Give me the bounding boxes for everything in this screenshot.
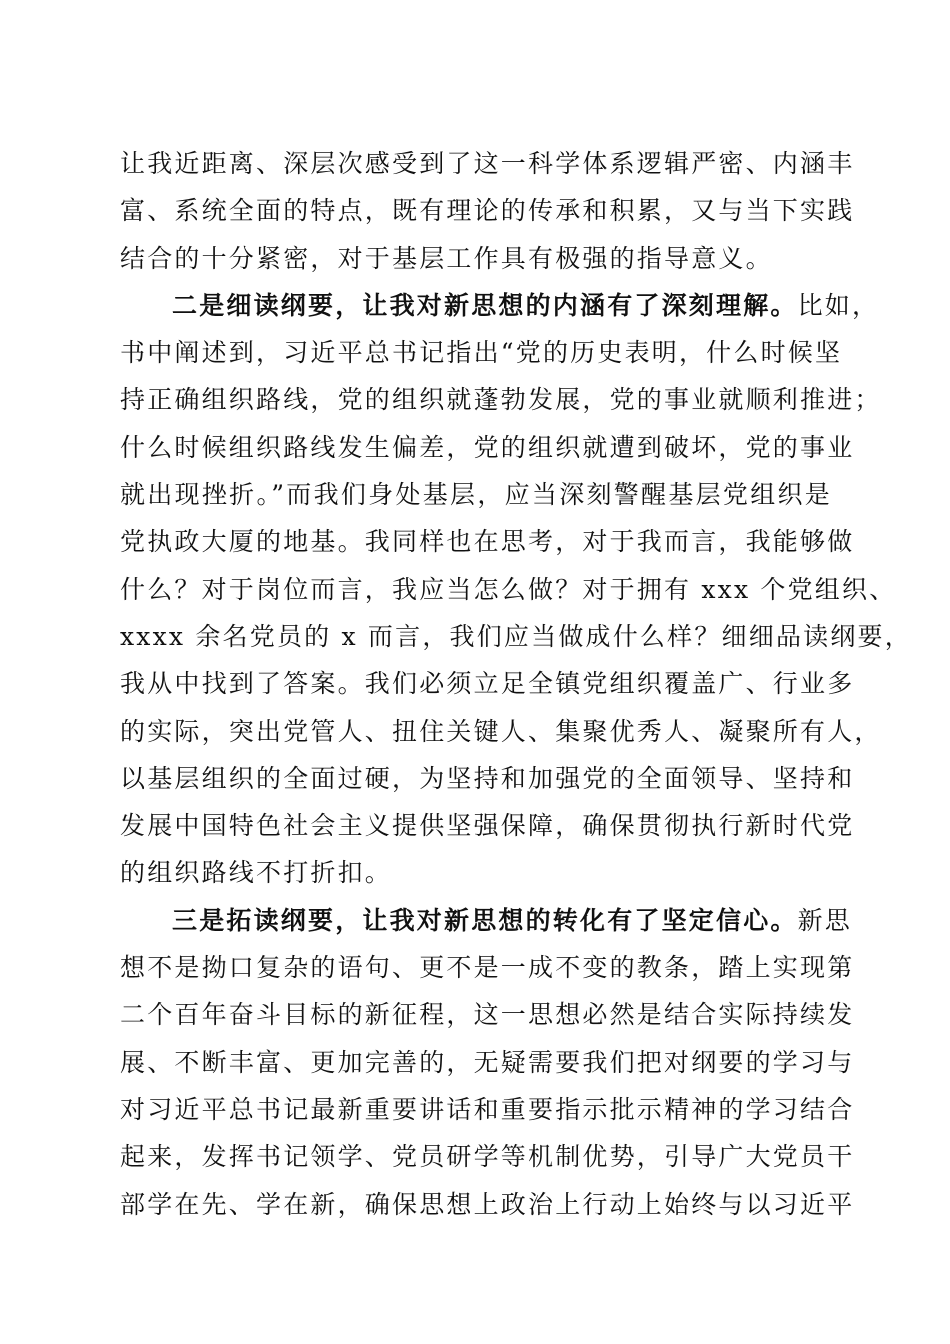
text-line: 部学在先、学在新，确保思想上政治上行动上始终与以习近平 [120,1189,855,1219]
text-line: 我从中找到了答案。我们必须立足全镇党组织覆盖广、行业多 [120,669,855,699]
text-line: 就出现挫折。”而我们身处基层，应当深刻警醒基层党组织是 [120,480,832,510]
text-line: 想不是拗口复杂的语句、更不是一成不变的教条，踏上实现第 [120,953,855,983]
paragraph-first-line-rest: 比如， [797,290,880,320]
paragraph-lead-sentence: 三是拓读纲要，让我对新思想的转化有了坚定信心。 [172,905,798,935]
text-line: 什么？对于岗位而言，我应当怎么做？对于拥有 xxx 个党组织、 [120,574,897,604]
text-line: 持正确组织路线，党的组织就蓬勃发展，党的事业就顺利推进； [120,385,882,415]
text-line: 结合的十分紧密，对于基层工作具有极强的指导意义。 [120,243,773,273]
text-line: 发展中国特色社会主义提供坚强保障，确保贯彻执行新时代党 [120,811,855,841]
paragraph-1 [120,140,855,282]
text-line: 让我近距离、深层次感受到了这一科学体系逻辑严密、内涵丰 [120,149,855,178]
text-line: xxxx 余名党员的 x 而言，我们应当做成什么样？细细品读纲要， [120,621,912,651]
text-line: 展、不断丰富、更加完善的，无疑需要我们把对纲要的学习与 [120,1047,855,1077]
paragraph-lead-sentence: 二是细读纲要，让我对新思想的内涵有了深刻理解。 [172,290,798,320]
paragraph-first-line [120,282,880,329]
text-line: 二个百年奋斗目标的新征程，这一思想必然是结合实际持续发 [120,1000,855,1030]
text-line: 党执政大厦的地基。我同样也在思考，对于我而言，我能够做 [120,527,855,557]
paragraph-first-line-rest: 新思 [797,905,853,935]
text-line: 书中阐述到，习近平总书记指出“党的历史表明，什么时候坚 [120,338,843,368]
text-line: 以基层组织的全面过硬，为坚持和加强党的全面领导、坚持和 [120,763,855,793]
paragraph-2 [120,282,912,897]
body-text [120,140,912,1228]
paragraph-3 [120,897,855,1228]
text-line: 的实际，突出党管人、扭住关键人、集聚优秀人、凝聚所有人， [120,716,882,746]
text-line: 起来，发挥书记领学、党员研学等机制优势，引导广大党员干 [120,1142,855,1172]
text-line: 的组织路线不打折扣。 [120,858,393,888]
paragraph-first-line [120,897,853,944]
text-line: 对习近平总书记最新重要讲话和重要指示批示精神的学习结合 [120,1094,855,1124]
text-line: 什么时候组织路线发生偏差，党的组织就遭到破坏，党的事业 [120,432,855,462]
text-line: 富、系统全面的特点，既有理论的传承和积累，又与当下实践 [120,196,855,226]
